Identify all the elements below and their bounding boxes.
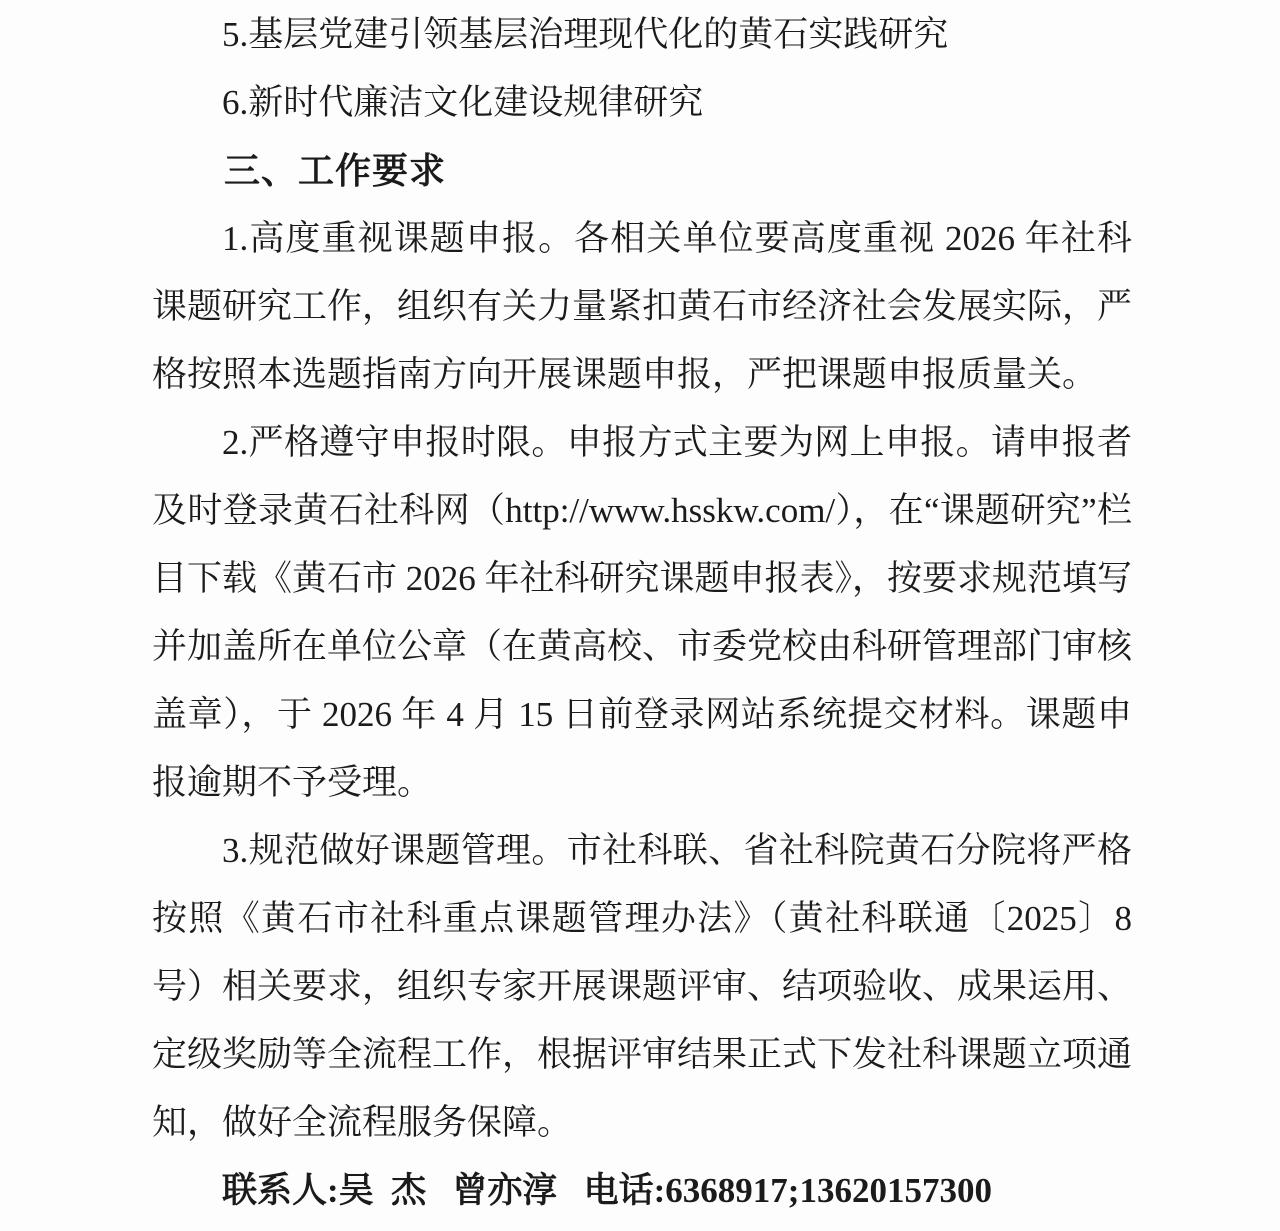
paragraph-application-deadline: 2.严格遵守申报时限。申报方式主要为网上申报。请申报者及时登录黄石社科网（http://www.hsskw.com/），在“课题研究”栏目下载《黄石市 2026 年社科研究课题申报表》，按要求规范填写并加盖所在单位公章（在黄高校、市委党校由科研管理部门审核盖章），于 2026 年 4 月 15 日前登录网站系统提交材料。课题申报逾期不予受理。 — [152, 423, 1133, 802]
paragraph-application-importance: 1.高度重视课题申报。各相关单位要高度重视 2026 年社科课题研究工作，组织有关力量紧扣黄石市经济社会发展实际，严格按照本选题指南方向开展课题申报，严把课题申报质量关。 — [152, 219, 1133, 394]
section-heading-work-requirements: 三、工作要求 — [224, 150, 447, 191]
contact-line: 联系人:吴 杰 曾亦淳 电话:6368917;13620157300 — [222, 1171, 992, 1210]
topic-item-6: 6.新时代廉洁文化建设规律研究 — [222, 83, 704, 122]
paragraph-topic-management: 3.规范做好课题管理。市社科联、省社科院黄石分院将严格按照《黄石市社科重点课题管理办法》（黄社科联通〔2025〕8 号）相关要求，组织专家开展课题评审、结项验收、成果运用、定级奖励等全流程工作，根据评审结果正式下发社科课题立项通知，做好全流程服务保障。 — [152, 831, 1133, 1142]
topic-item-5: 5.基层党建引领基层治理现代化的黄石实践研究 — [222, 15, 949, 54]
